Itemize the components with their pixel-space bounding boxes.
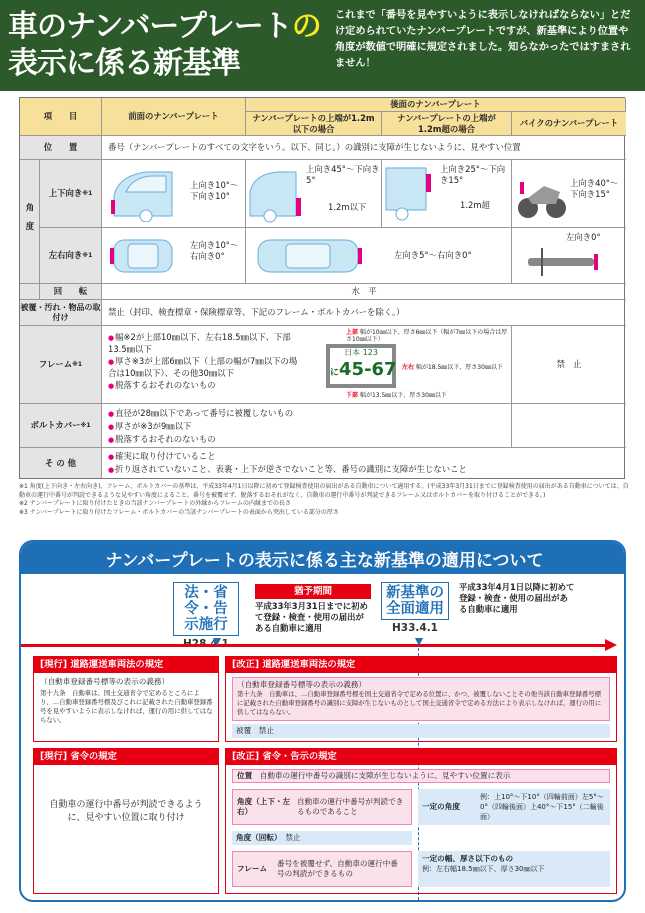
rear-car-low-illustration	[248, 164, 306, 224]
current-law-text: 第十九条 自動車は、国土交通省令で定めるところにより、…自動車登録番号標及びこれに記載された自動車登録番号を見やすいように表示しなければ、運行の用に供してはならない。	[40, 689, 213, 724]
standards-table	[19, 97, 625, 479]
row-leftright-label: 左右向き ※1	[40, 228, 102, 284]
ordinance-angle-row: 角度（上下・左右） 自動車の運行中番号が判読できるものであること	[232, 789, 412, 825]
frame-side-note: 左右 幅が18.5㎜以下、厚さ30㎜以下	[402, 364, 503, 371]
revised-law-text: 第十九条 自動車は、…自動車登録番号標を国土交通省令で定める位置に、かつ、被覆しないことその他当該自動車登録番号標に記載された自動車登録番号の識別に支障が生じないものとして国土交通省令で定める方法により表示しなければ、運行の用に供してはならない。	[237, 690, 602, 716]
revised-law-header: [改正] 道路運送車両法の規定	[226, 657, 616, 673]
page-header	[0, 0, 645, 91]
bike-side-illustration	[516, 168, 568, 220]
frame-spec-cell	[102, 326, 512, 404]
front-updown-text: 上向き10°〜下向き10°	[190, 180, 239, 201]
rear-leftright-cell	[246, 228, 512, 284]
other-spec-cell	[102, 448, 626, 478]
row-angle-label	[20, 160, 40, 284]
milestone-full-text: 平成33年4月1日以降に初めて登録・検査・使用の届出がある自動車に適用	[459, 582, 575, 614]
current-law-box	[33, 656, 219, 742]
revised-ordinance-header: [改正] 省令・告示の規定	[226, 749, 616, 765]
ordinance-const-angle-row: 一定の角度 例：上10°〜下10°（四輪前面）左5°〜0°（四輪後面）上40°〜下15°（二輪後面）	[418, 789, 610, 825]
timeline-arrow-icon	[605, 639, 617, 651]
row-rotation-text: 水 平	[102, 284, 626, 300]
milestone-full	[381, 582, 449, 635]
row-other-label: そ の 他	[20, 448, 102, 478]
front-car-side-illustration	[106, 166, 176, 222]
milestone-enforcement	[173, 582, 239, 651]
row-cover-label: 被覆・汚れ・物品の取付け	[20, 300, 102, 326]
front-updown-cell	[102, 160, 246, 228]
plate-main: に45-67	[330, 359, 397, 380]
ordinance-const-frame-row: 一定の幅、厚さ以下のもの 例：左右幅18.5㎜以下、厚さ30㎜以下	[418, 851, 610, 887]
title-line2: 表示に係る新基準	[8, 46, 240, 81]
milestone-full-date: H33.4.1	[392, 622, 438, 634]
license-plate-illustration	[326, 344, 396, 388]
rear-high-updown-cell	[382, 160, 512, 228]
col-rear-low-header: ナンバープレートの上端が1.2m以下の場合	[246, 112, 382, 136]
rear-high-updown-text: 上向き25°〜下向き15°	[440, 164, 506, 185]
page-title	[8, 8, 321, 82]
revised-ordinance-box	[225, 748, 617, 894]
ordinance-rotation-row: 角度（回転） 禁止	[232, 831, 412, 845]
row-position-label: 位 置	[20, 136, 102, 160]
rear-truck-high-illustration	[384, 162, 440, 224]
front-car-top-illustration	[108, 234, 178, 278]
rear-low-updown-text: 上向き45°〜下向き5°	[306, 164, 380, 185]
bike-updown-text: 上向き40°〜下向き15°	[570, 178, 619, 199]
frame-spec-list	[108, 332, 304, 393]
current-law-header: [現行] 道路運送車両法の規定	[34, 657, 218, 673]
frame-spec-item: ● 脱落するおそれのないもの	[108, 380, 304, 392]
revised-law-sub: （自動車登録番号標等の表示の義務）	[237, 680, 367, 689]
panel-title: ナンバープレートの表示に係る主な新基準の適用について	[21, 542, 626, 574]
bolt-spec-item: ● 脱落するおそれのないもの	[108, 434, 293, 446]
rear-low-height-text: 1.2m以下	[328, 202, 367, 212]
angle-label-text: 角度	[25, 203, 35, 240]
frame-bike-cell: 禁 止	[512, 326, 626, 404]
bike-updown-cell	[512, 160, 626, 228]
timeline-marker-icon	[213, 638, 221, 646]
timeline-marker-icon	[415, 638, 423, 646]
footnotes	[19, 483, 629, 517]
current-ordinance-header: [現行] 省令の規定	[34, 749, 218, 765]
frame-top-note: 上部 幅が10㎜以下、厚さ6㎜以下（幅が7㎜以下の場合は厚さ10㎜以下）	[346, 329, 508, 343]
col-front-header: 前面のナンバープレート	[102, 98, 246, 136]
revised-law-cover-row: 被覆 禁止	[232, 724, 610, 738]
front-leftright-cell	[102, 228, 246, 284]
frame-bottom-note: 下部 幅が13.5㎜以下、厚さ30㎜以下	[346, 392, 447, 399]
frame-spec-item: ● 厚さ※3が上部6㎜以下（上部の幅が7㎜以下の場合は10㎜以下）、その他30㎜以下	[108, 356, 304, 379]
bolt-spec-list	[108, 408, 293, 447]
col-item-header: 項 目	[20, 98, 102, 136]
timeline-line	[21, 644, 613, 647]
bike-top-illustration	[522, 246, 602, 278]
grace-period	[255, 584, 371, 634]
row-position-text: 番号（ナンバープレートのすべての文字をいう。以下、同じ。）の識別に支障が生じないように、見やすい位置	[102, 136, 626, 160]
rear-car-top-illustration	[252, 234, 372, 278]
bolt-bike-cell	[512, 404, 626, 448]
current-ordinance-text: 自動車の運行中番号が判読できるように、見やすい位置に取り付け	[49, 800, 203, 823]
current-law-sub: （自動車登録番号標等の表示の義務）	[40, 677, 170, 686]
col-rear-high-header: ナンバープレートの上端が1.2m超の場合	[382, 112, 512, 136]
application-panel	[19, 540, 626, 902]
title-line1: 車のナンバープレート	[8, 9, 292, 44]
bike-leftright-text: 左向き0°	[566, 232, 601, 242]
ordinance-position-row: 位置 自動車の運行中番号の識別に支障が生じないように、見やすい位置に表示	[232, 769, 610, 783]
footnote: ※3 ナンバープレートに取り付けたフレーム・ボルトカバーの当該ナンバープレートの表面から突出している部分の厚さ	[19, 508, 339, 516]
intro-text: これまで「番号を見やすいように表示しなければならない」とだけ定められていたナンバープレートですが、新基準により位置や角度が数値で明確に規定されました。知らなかったではすまされません！	[335, 10, 631, 69]
front-leftright-text: 左向き10°〜右向き0°	[190, 240, 239, 261]
row-rotation-label: 回 転	[40, 284, 102, 300]
other-spec-list	[108, 451, 467, 477]
row-rotation-gap	[20, 284, 40, 300]
frame-spec-item: ● 幅※2が上部10㎜以下、左右18.5㎜以下、下部13.5㎜以下	[108, 332, 304, 355]
bolt-spec-item: ● 直径が28㎜以下であって番号に被覆しないもの	[108, 408, 293, 420]
footnote: ※2 ナンバープレートに取り付けたときの当該ナンバープレートの外縁からフレームの内縁までの長さ	[19, 500, 291, 508]
other-spec-item: ● 折り返されていないこと、表裏・上下が逆さでないこと等、番号の識別に支障が生じないこと	[108, 464, 467, 476]
col-bike-header: バイクのナンバープレート	[512, 112, 626, 136]
milestone-full-label: 新基準の全面適用	[381, 582, 449, 620]
row-cover-text: 禁止（封印、検査標章・保険標章等、下記のフレーム・ボルトカバーを除く。）	[102, 300, 626, 326]
other-spec-item: ● 確実に取り付けていること	[108, 451, 467, 463]
plate-top-text: 日本 123	[344, 348, 378, 357]
footnote: ※1 角度(上下向き・左右向き)、フレーム、ボルトカバーの基準は、平成33年4月1日以降に初めて登録検査使用の届出がある自動車について適用する。(平成33年3月31日までに登録検査使用の届出がある自動車については、自動車の運行中番号が判読できるような見やすい角度によること。番号を被覆せず、脱落するおそれがなく、自動車の運行中番号が判読できるフレーム又はボルトカバーを取り付けることができる。)	[19, 483, 629, 499]
grace-period-label: 猶予期間	[255, 584, 371, 599]
revised-law-content	[232, 677, 610, 721]
rear-leftright-text: 左向き5°〜右向き0°	[394, 250, 472, 260]
grace-period-text: 平成33年3月31日までに初めて登録・検査・使用の届出がある自動車に適用	[255, 601, 368, 633]
milestone-enforcement-label: 法・省令・告示施行	[173, 582, 239, 636]
title-particle: の	[291, 9, 321, 44]
bike-leftright-cell	[512, 228, 626, 284]
row-updown-label: 上下向き ※1	[40, 160, 102, 228]
revised-law-box	[225, 656, 617, 742]
rear-high-height-text: 1.2m超	[460, 200, 490, 210]
bolt-spec-cell	[102, 404, 512, 448]
row-bolt-label: ボルトカバー ※1	[20, 404, 102, 448]
col-rear-header: 後面のナンバープレート	[246, 98, 626, 112]
bolt-spec-item: ● 厚さが※3が9㎜以下	[108, 421, 293, 433]
row-frame-label: フレーム ※1	[20, 326, 102, 404]
ordinance-frame-row: フレーム 番号を被覆せず、自動車の運行中番号の判読ができるもの	[232, 851, 412, 887]
current-ordinance-box	[33, 748, 219, 894]
rear-low-updown-cell	[246, 160, 382, 228]
